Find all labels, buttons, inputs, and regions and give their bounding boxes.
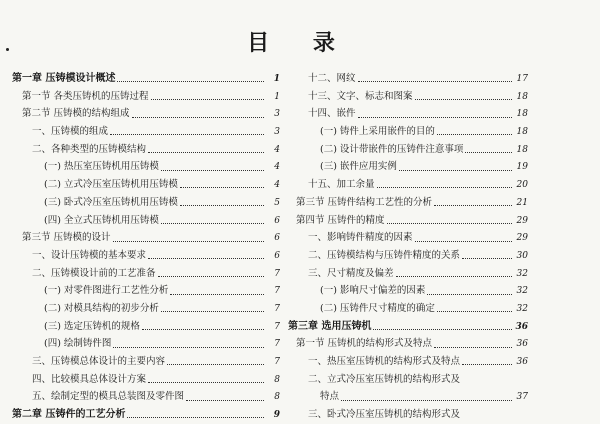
dot-leader: [465, 152, 512, 153]
toc-entry-page: 1: [274, 91, 280, 102]
toc-entry[interactable]: [12, 176, 280, 194]
dot-leader: [170, 294, 264, 295]
dot-leader: [161, 170, 264, 171]
toc-entry-page: 3: [274, 109, 280, 120]
toc-entry-page: 17: [516, 74, 528, 84]
toc-entry[interactable]: [288, 70, 528, 88]
toc-entry[interactable]: [288, 176, 528, 194]
toc-entry-label: 二、压铸模设计前的工艺准备: [32, 267, 156, 279]
toc-entry-page: 36: [516, 357, 528, 367]
toc-entry-label: 特点: [320, 391, 340, 403]
toc-entry-page: 32: [516, 303, 528, 314]
toc-entry-label: 十四、嵌件: [308, 108, 356, 120]
toc-entry[interactable]: [288, 229, 528, 247]
toc-entry-label: (二) 设计带嵌件的压铸件注意事项: [320, 143, 464, 155]
toc-entry-label: 三、压铸模总体设计的主要内容: [32, 356, 166, 367]
toc-entry-page: 7: [274, 286, 280, 297]
toc-entry[interactable]: [12, 247, 280, 265]
toc-entry-label: 一、压铸模的组成: [32, 126, 109, 138]
toc-entry-page: 18: [516, 144, 528, 155]
dot-leader: [358, 117, 512, 118]
dot-leader: [462, 364, 512, 365]
toc-entry[interactable]: [288, 388, 528, 406]
toc-entry-label: 一、影响铸件精度的因素: [308, 232, 413, 244]
toc-entry-label: 十二、网纹: [308, 73, 356, 84]
dot-leader: [113, 241, 264, 242]
toc-entry-page: 3: [274, 127, 280, 138]
toc-entry[interactable]: [288, 158, 528, 176]
dot-leader: [113, 347, 264, 348]
dot-leader: [148, 152, 264, 153]
dot-leader: [167, 364, 264, 365]
toc-entry-page: 7: [274, 268, 280, 279]
toc-entry-page: 36: [516, 339, 528, 350]
toc-entry-page: 29: [516, 215, 528, 226]
toc-entry[interactable]: [288, 335, 528, 353]
dot-leader: [161, 223, 264, 224]
toc-entry-label: (一) 铸件上采用嵌件的目的: [320, 126, 435, 138]
dot-leader: [396, 276, 512, 277]
toc-right-column: [288, 70, 528, 424]
toc-entry[interactable]: [288, 300, 528, 318]
dot-leader: [158, 276, 264, 277]
toc-entry-page: 7: [274, 321, 280, 332]
dot-leader: [127, 417, 264, 418]
toc-entry[interactable]: [288, 282, 528, 300]
toc-entry[interactable]: [288, 247, 528, 265]
dot-leader: [148, 382, 264, 383]
toc-entry-label: 第三节 压铸件结构工艺性的分析: [296, 196, 433, 208]
toc-entry-label: 一、热压室压铸机的结构形式及特点: [308, 356, 461, 367]
toc-entry-label: (二) 对模具结构的初步分析: [44, 302, 159, 314]
toc-entry-label: 二、压铸模结构与压铸件精度的关系: [308, 249, 461, 261]
toc-entry[interactable]: [288, 212, 528, 230]
toc-entry[interactable]: [288, 194, 528, 212]
toc-entry-label: 第三节 压铸模的设计: [22, 232, 111, 244]
toc-entry-page: 4: [274, 162, 280, 173]
dot-leader: [437, 311, 512, 312]
toc-entry-page: 21: [516, 197, 528, 208]
toc-entry[interactable]: [12, 212, 280, 230]
toc-entry-label: 四、比较模具总体设计方案: [32, 373, 147, 385]
toc-entry[interactable]: [12, 406, 280, 424]
toc-entry-label: 三、卧式冷压室压铸机的结构形式及: [308, 409, 461, 421]
toc-entry-label: 第一节 各类压铸机的压铸过程: [22, 90, 149, 102]
toc-entry-label: 第一章 压铸模设计概述: [12, 73, 116, 84]
toc-entry[interactable]: [288, 141, 528, 159]
toc-entry-page: 8: [274, 392, 280, 403]
toc-entry-label: (一) 影响尺寸偏差的因素: [320, 285, 426, 297]
toc-entry-label: (四) 全立式压铸机用压铸模: [44, 214, 159, 226]
page-title: 目 录: [247, 31, 353, 56]
toc-entry-label: (二) 立式冷压室压铸机用压铸模: [44, 179, 178, 191]
toc-left-column: [12, 70, 280, 424]
toc-entry-page: 18: [516, 127, 528, 138]
toc-entry[interactable]: [12, 282, 280, 300]
toc-entry-label: 二、立式冷压室压铸机的结构形式及: [308, 373, 461, 385]
toc-entry-page: 5: [274, 197, 280, 208]
dot-leader: [415, 99, 512, 100]
toc-entry-page: 32: [516, 268, 528, 279]
toc-entry[interactable]: [12, 371, 280, 389]
toc-entry[interactable]: [288, 406, 528, 424]
toc-entry[interactable]: [288, 105, 528, 123]
toc-entry-label: 第一节 压铸机的结构形式及特点: [296, 338, 433, 350]
toc-entry-label: 十三、文字、标志和图案: [308, 90, 413, 102]
toc-entry-label: (一) 对零件图进行工艺性分析: [44, 285, 169, 297]
dot-leader: [434, 205, 512, 206]
toc-entry[interactable]: [288, 265, 528, 283]
dot-leader: [373, 329, 512, 330]
toc-entry[interactable]: [12, 194, 280, 212]
dot-leader: [427, 294, 512, 295]
toc-entry[interactable]: [12, 123, 280, 141]
toc-entry-label: 第二节 压铸模的结构组成: [22, 108, 130, 120]
toc-entry-page: 7: [274, 303, 280, 314]
toc-entry[interactable]: [12, 158, 280, 176]
toc-entry-page: 4: [274, 180, 280, 191]
toc-entry-label: 第四节 压铸件的精度: [296, 214, 385, 226]
toc-entry[interactable]: [12, 300, 280, 318]
dot-leader: [387, 223, 512, 224]
toc-entry-page: 7: [274, 357, 280, 367]
dot-leader: [462, 258, 512, 259]
toc-entry[interactable]: [288, 123, 528, 141]
toc-entry[interactable]: [12, 105, 280, 123]
toc-entry-label: 十五、加工余量: [308, 179, 375, 191]
toc-entry-label: (三) 嵌件应用实例: [320, 161, 397, 173]
dot-leader: [151, 99, 264, 100]
toc-entry-label: 一、设计压铸模的基本要求: [32, 249, 147, 261]
toc-entry-page: 29: [516, 233, 528, 244]
dot-leader: [437, 134, 512, 135]
toc-entry[interactable]: [12, 335, 280, 353]
toc-entry[interactable]: [288, 371, 528, 389]
dot-leader: [161, 311, 264, 312]
toc-entry-label: (一) 热压室压铸机用压铸模: [44, 161, 159, 173]
toc-entry-page: 20: [516, 180, 528, 191]
dot-leader: [415, 241, 512, 242]
dot-leader: [117, 81, 264, 82]
toc-entry-page: 37: [516, 392, 528, 403]
dot-leader: [358, 81, 512, 82]
toc-entry-page: 4: [274, 144, 280, 155]
dot-leader: [341, 400, 512, 401]
toc-entry-label: 第三章 选用压铸机: [288, 320, 372, 332]
dot-leader: [377, 187, 512, 188]
toc-entry-page: 6: [274, 233, 280, 244]
toc-entry-label: 第二章 压铸件的工艺分析: [12, 409, 126, 421]
toc-entry[interactable]: [12, 141, 280, 159]
dot-leader: [399, 170, 512, 171]
toc-entry-page: 18: [516, 91, 528, 102]
toc-entry-page: 1: [273, 74, 280, 84]
toc-entry[interactable]: [12, 318, 280, 336]
toc-entry[interactable]: [12, 88, 280, 106]
toc-entry-page: 7: [274, 339, 280, 350]
toc-entry-label: 五、绘制定型的模具总装图及零件图: [32, 391, 185, 403]
toc-entry[interactable]: [288, 88, 528, 106]
dot-leader: [110, 134, 264, 135]
dot-leader: [142, 329, 264, 330]
toc-entry[interactable]: [12, 265, 280, 283]
dot-leader: [148, 258, 264, 259]
toc-entry-label: (四) 绘制铸件图: [44, 338, 112, 350]
toc-entry[interactable]: [288, 318, 528, 336]
toc-entry-page: 18: [516, 109, 528, 120]
toc-entry-page: 19: [516, 162, 528, 173]
toc-entry-page: 8: [274, 374, 280, 385]
dot-leader: [180, 205, 264, 206]
toc-entry-label: (三) 选定压铸机的规格: [44, 320, 140, 332]
toc-entry-label: 三、尺寸精度及偏差: [308, 267, 394, 279]
toc-entry-page: 6: [274, 250, 280, 261]
toc-entry-page: 30: [516, 250, 528, 261]
toc-entry-label: (三) 卧式冷压室压铸机用压铸模: [44, 196, 178, 208]
dot-leader: [180, 187, 264, 188]
toc-entry-label: (二) 压铸件尺寸精度的确定: [320, 302, 435, 314]
toc-entry-page: 32: [516, 286, 528, 297]
dot-leader: [132, 117, 264, 118]
dot-leader: [186, 400, 264, 401]
toc-entry[interactable]: [12, 388, 280, 406]
toc-entry-page: 6: [274, 215, 280, 226]
dot-leader: [434, 347, 512, 348]
toc-entry[interactable]: [12, 70, 280, 88]
toc-entry-page: 9: [273, 410, 280, 421]
toc-entry[interactable]: [12, 229, 280, 247]
toc-entry-label: 二、各种类型的压铸模结构: [32, 143, 147, 155]
toc-entry[interactable]: [12, 353, 280, 371]
toc-entry[interactable]: [288, 353, 528, 371]
toc-entry-page: 36: [515, 321, 528, 332]
